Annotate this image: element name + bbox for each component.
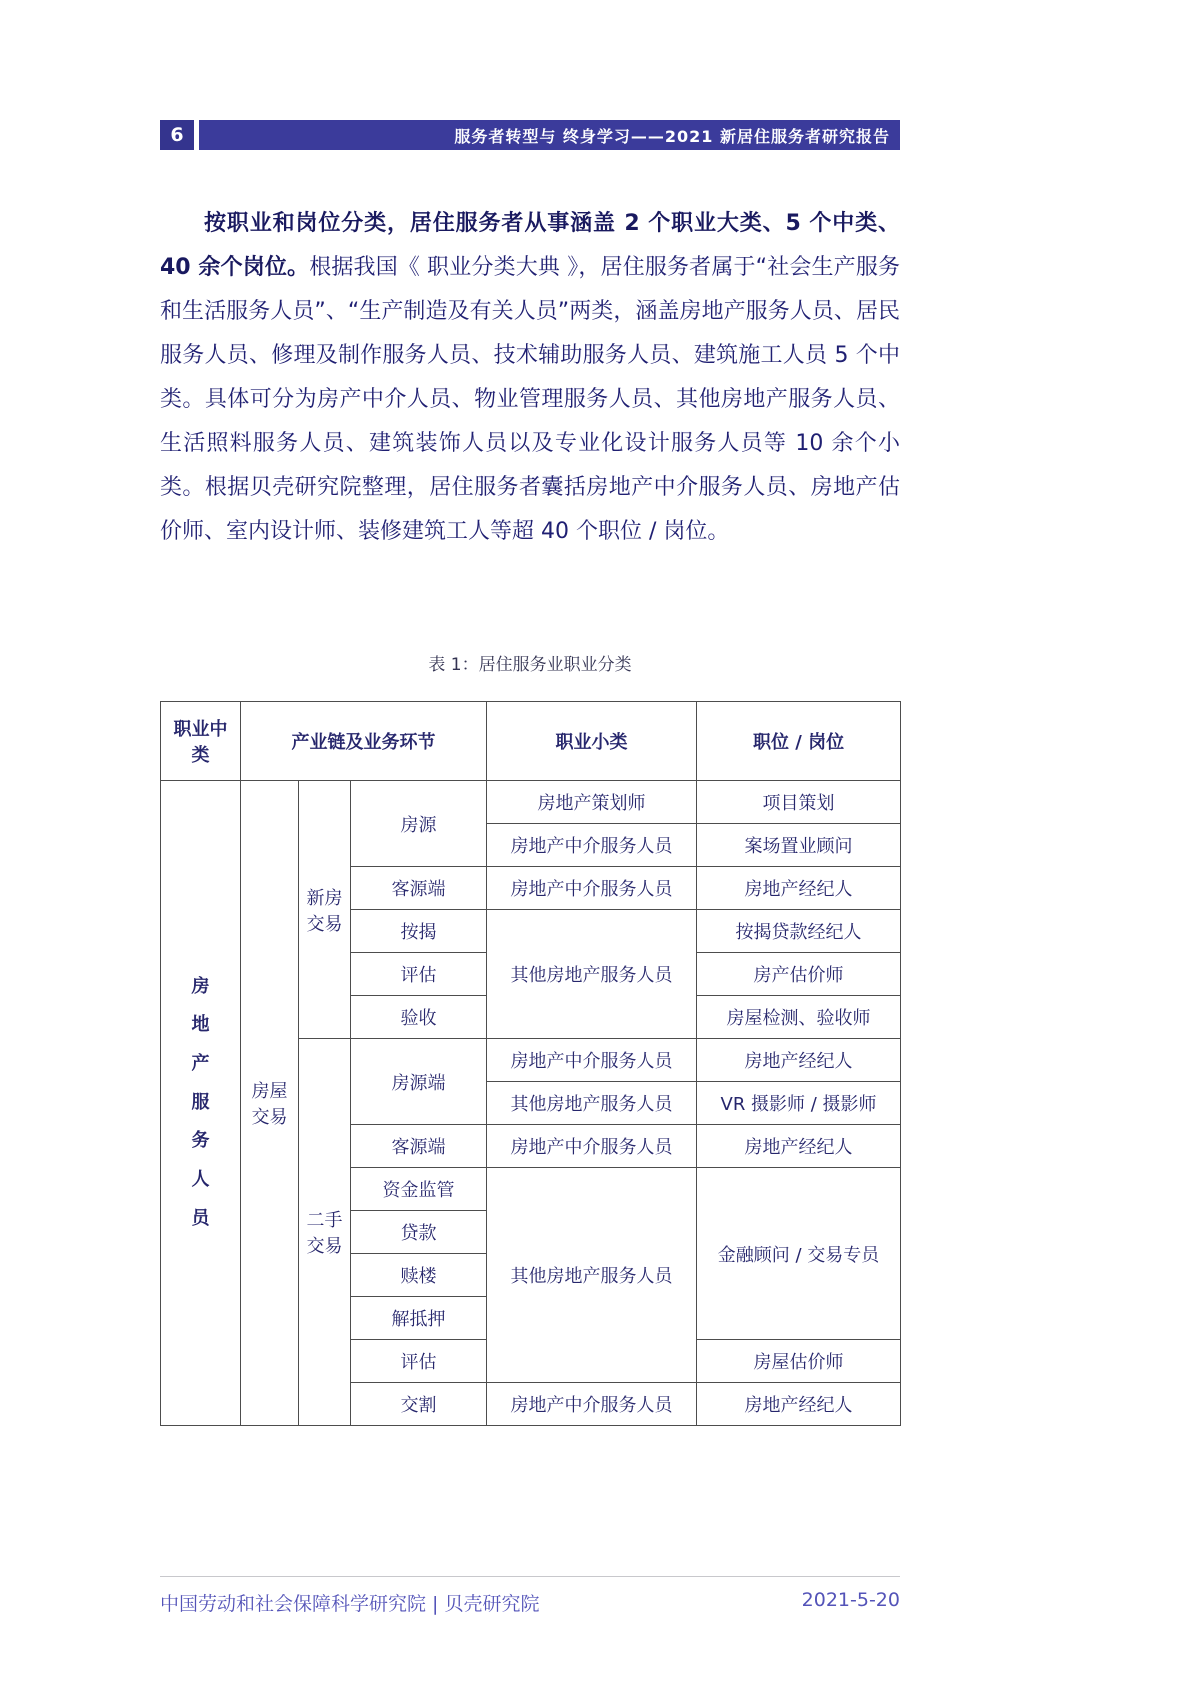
header-banner xyxy=(199,120,900,150)
cell-minor: 房地产中介服务人员 xyxy=(487,824,697,867)
header-title: 服务者转型与 终身学习——2021 新居住服务者研究报告 xyxy=(454,126,890,146)
cell-link: 评估 xyxy=(351,953,487,996)
cell-post: 房屋检测、验收师 xyxy=(697,996,901,1039)
body-paragraph xyxy=(160,202,900,554)
header-position: 职位 / 岗位 xyxy=(697,702,901,781)
cell-post: VR 摄影师 / 摄影师 xyxy=(697,1082,901,1125)
cell-link: 客源端 xyxy=(351,1125,487,1168)
header-mid-class: 职业中类 xyxy=(161,702,241,781)
cell-post: 项目策划 xyxy=(697,781,901,824)
cell-link: 验收 xyxy=(351,996,487,1039)
cell-minor: 房地产中介服务人员 xyxy=(487,1383,697,1426)
cell-minor: 房地产中介服务人员 xyxy=(487,1039,697,1082)
cell-post: 房产估价师 xyxy=(697,953,901,996)
page-footer xyxy=(160,1576,900,1616)
cell-link: 房源端 xyxy=(351,1039,487,1125)
classification-table xyxy=(160,701,901,1426)
footer-institution: 中国劳动和社会保障科学研究院 | 贝壳研究院 xyxy=(160,1593,540,1615)
table-header-row xyxy=(161,702,901,781)
cell-section-new: 新房交易 xyxy=(299,781,351,1039)
cell-post: 房屋估价师 xyxy=(697,1340,901,1383)
cell-post: 金融顾问 / 交易专员 xyxy=(697,1168,901,1340)
cell-minor: 房地产策划师 xyxy=(487,781,697,824)
cell-post: 房地产经纪人 xyxy=(697,1125,901,1168)
cell-post: 按揭贷款经纪人 xyxy=(697,910,901,953)
cell-post: 案场置业顾问 xyxy=(697,824,901,867)
cell-minor: 房地产中介服务人员 xyxy=(487,867,697,910)
cell-chain-root: 房屋交易 xyxy=(241,781,299,1426)
cell-link: 按揭 xyxy=(351,910,487,953)
cell-link: 贷款 xyxy=(351,1211,487,1254)
cell-link: 解抵押 xyxy=(351,1297,487,1340)
table-row xyxy=(161,781,901,824)
page-header xyxy=(160,120,900,150)
cell-link: 交割 xyxy=(351,1383,487,1426)
table-caption: 表 1：居住服务业职业分类 xyxy=(428,655,632,675)
cell-link: 客源端 xyxy=(351,867,487,910)
header-minor-class: 职业小类 xyxy=(487,702,697,781)
paragraph-body: 根据我国《 职业分类大典 》，居住服务者属于“社会生产服务和生活服务人员”、“生产制造及有关人员”两类，涵盖房地产服务人员、居民服务人员、修理及制作服务人员、技术辅助服务人员、建筑施工人员 5 个中类。具体可分为房产中介人员、物业管理服务人员、其他房地产服务人员、生活照料服务人员、建筑装饰人员以及专业化设计服务人员等 10 余个小类。根据贝壳研究院整理，居住服务者囊括房地产中介服务人员、房地产估价师、室内设计师、装修建筑工人等超 40 个职位 / 岗位。 xyxy=(160,255,900,544)
cell-mid-class xyxy=(161,781,241,1426)
cell-post: 房地产经纪人 xyxy=(697,1039,901,1082)
mid-class-text: 房地产服务人员 xyxy=(191,975,210,1229)
page-number: 6 xyxy=(160,120,194,150)
footer-date: 2021-5-20 xyxy=(801,1589,900,1611)
cell-post: 房地产经纪人 xyxy=(697,1383,901,1426)
cell-link: 资金监管 xyxy=(351,1168,487,1211)
cell-post: 房地产经纪人 xyxy=(697,867,901,910)
cell-link: 房源 xyxy=(351,781,487,867)
cell-section-secondhand: 二手交易 xyxy=(299,1039,351,1426)
cell-minor: 其他房地产服务人员 xyxy=(487,1082,697,1125)
cell-link: 评估 xyxy=(351,1340,487,1383)
cell-minor: 其他房地产服务人员 xyxy=(487,1168,697,1383)
cell-link: 赎楼 xyxy=(351,1254,487,1297)
paragraph-lead: 按职业和岗位分类，居住服务者从事涵盖 2 个职业大类、5 个中类、40 余个岗位。 xyxy=(160,211,900,280)
cell-minor: 房地产中介服务人员 xyxy=(487,1125,697,1168)
header-chain: 产业链及业务环节 xyxy=(241,702,487,781)
cell-minor: 其他房地产服务人员 xyxy=(487,910,697,1039)
